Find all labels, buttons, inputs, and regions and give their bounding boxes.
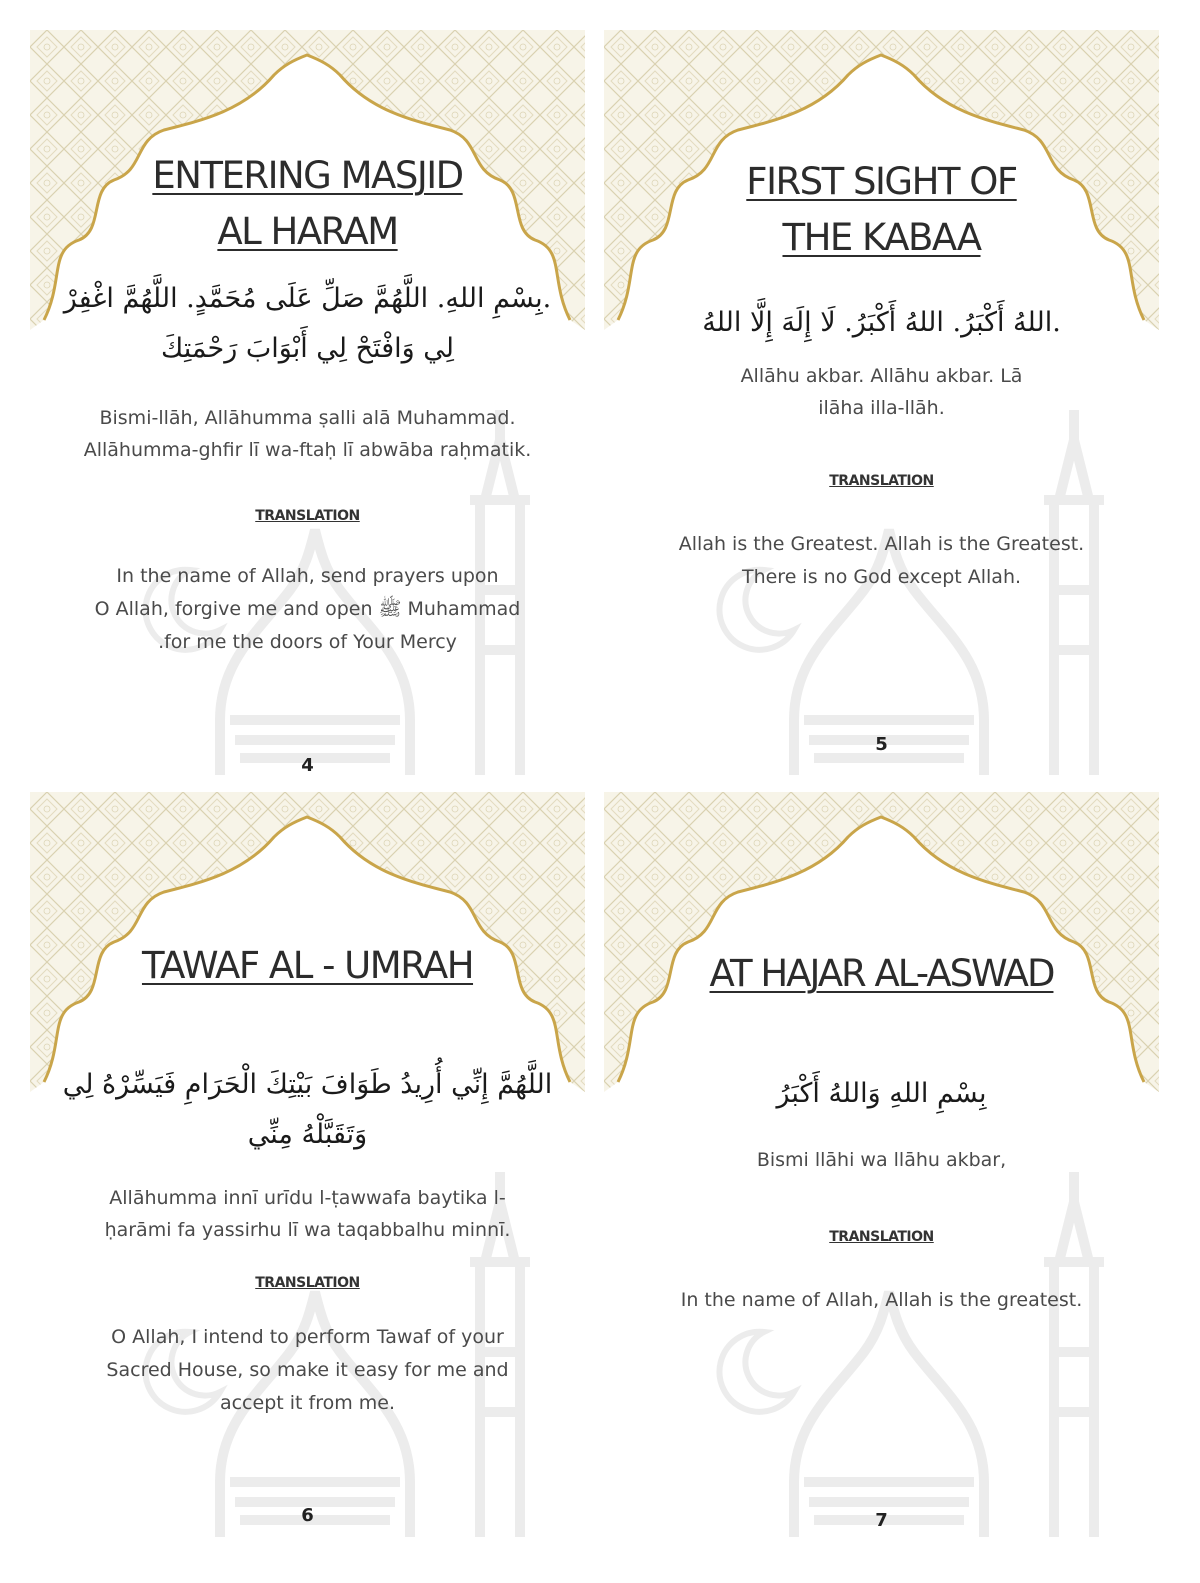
transliteration: Allāhumma innī urīdu l-ṭawwafa baytika l- ḥarāmi fa yassirhu lī wa taqabbalhu minnī. <box>104 1187 511 1241</box>
transliteration: Allāhu akbar. Allāhu akbar. Lā ilāha illa-llāh. <box>740 365 1023 419</box>
translation-text: Allah is the Greatest. Allah is the Greatest. There is no God except Allah. <box>678 533 1085 588</box>
translation-text: O Allah, I intend to perform Tawaf of your Sacred House, so make it easy for me and accept it from me. <box>106 1326 509 1414</box>
arabic-dua: اللَّهُمَّ إِنِّي أُرِيدُ طَوَافَ بَيْتِكَ الْحَرَامِ فَيَسِّرْهُ لِي وَتَقَبَّلْهُ مِنِّي <box>62 1069 553 1150</box>
page-number: 5 <box>875 734 888 755</box>
page-title: TAWAF AL - UMRAH <box>141 944 474 987</box>
arabic-dua: .بِسْمِ اللهِ. اللَّهُمَّ صَلِّ عَلَى مُحَمَّدٍ. اللَّهُمَّ اغْفِرْ لِي وَافْتَحْ لِي أَبْوَابَ رَحْمَتِكَ <box>63 283 552 364</box>
page-title: AT HAJAR AL-ASWAD <box>709 952 1054 995</box>
page-number: 7 <box>875 1510 888 1531</box>
translation-text: In the name of Allah, send prayers upon O Allah, forgive me and open ﷺ Muhammad .for me the doors of Your Mercy <box>94 565 521 653</box>
card-page-7 <box>604 792 1159 1537</box>
transliteration: Bismi-llāh, Allāhumma ṣalli alā Muhammad. Allāhumma-ghfir lī wa-ftaḥ lī abwāba raḥmatik. <box>83 407 532 461</box>
page-title: FIRST SIGHT OF THE KABAA <box>746 160 1017 259</box>
arabic-dua: بِسْمِ اللهِ وَاللهُ أَكْبَرُ <box>776 1078 987 1109</box>
translation-text: In the name of Allah, Allah is the greatest. <box>680 1289 1083 1311</box>
translation-label: TRANSLATION <box>829 1229 934 1245</box>
card-page-4 <box>30 30 585 775</box>
transliteration: Bismi llāhi wa llāhu akbar, <box>756 1149 1007 1171</box>
translation-label: TRANSLATION <box>255 1275 360 1291</box>
card-page-6 <box>30 792 585 1537</box>
page-number: 6 <box>301 1505 314 1526</box>
translation-label: TRANSLATION <box>255 508 360 524</box>
arch-pattern-decoration <box>30 792 585 1537</box>
translation-label: TRANSLATION <box>829 473 934 489</box>
page-title: ENTERING MASJID AL HARAM <box>152 154 463 253</box>
card-page-5 <box>604 30 1159 775</box>
page-number: 4 <box>301 755 314 775</box>
arabic-dua: .اللهُ أَكْبَرُ. اللهُ أَكْبَرُ. لَا إِلَهَ إِلَّا اللهُ <box>702 307 1061 338</box>
